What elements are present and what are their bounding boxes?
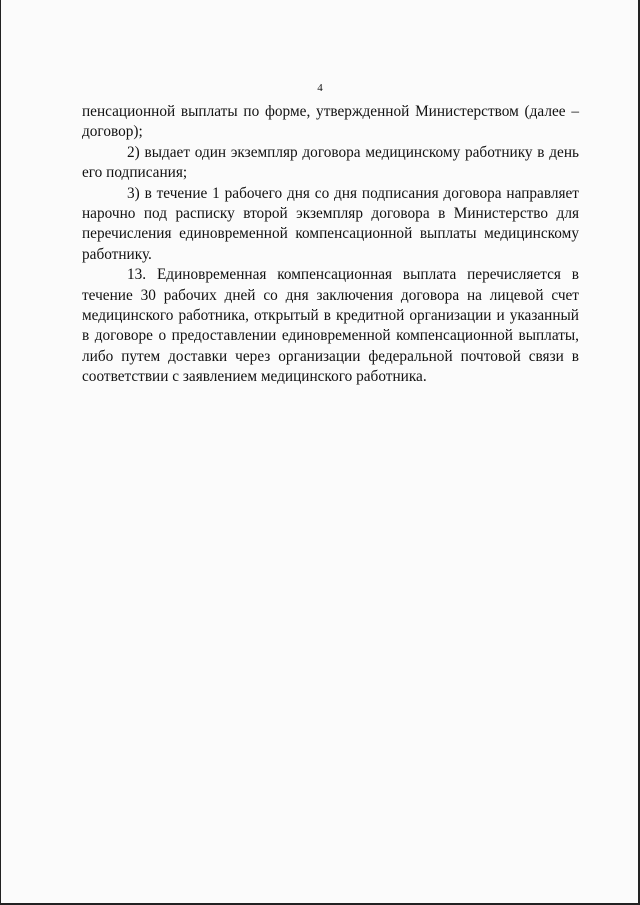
page-border-left	[0, 0, 1, 905]
paragraph-continuation: пенсационной выплаты по форме, утвержденной Министерством (далее – договор);	[82, 103, 579, 141]
document-body	[82, 102, 579, 388]
paragraph-item-2: 2) выдает один экземпляр договора медицинскому работнику в день его подписания;	[82, 143, 579, 182]
page-number: 4	[317, 82, 323, 94]
paragraph-section-13: 13. Единовременная компенсационная выплата перечисляется в течение 30 рабочих дней со дня заключения договора на лицевой счет медицинского работника, открытый в кредитной организации и указанный в договоре о предоставлении единовременной компенсационной выплаты, либо путем доставки через организации федеральной почтовой связи в соответствии с заявлением медицинского работника.	[82, 266, 579, 386]
paragraph-item-3: 3) в течение 1 рабочего дня со дня подписания договора направляет нарочно под расписку второй экземпляр договора в Министерство для перечисления единовременной компенсационной выплаты медицинскому работнику.	[82, 184, 579, 263]
